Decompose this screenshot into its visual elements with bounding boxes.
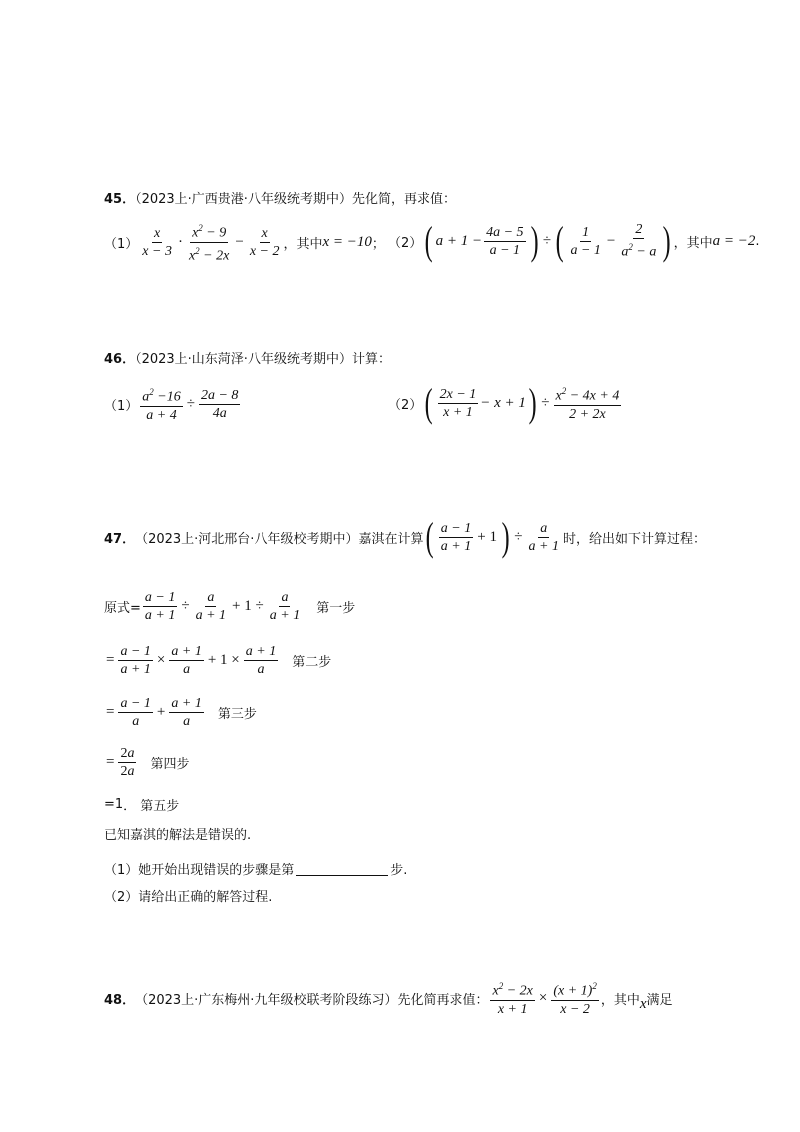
q45-p2-frac-a: $\frac{4a - 5}{a - 1}$ xyxy=(486,224,524,258)
q47-prompt-after: 时，给出如下计算过程： xyxy=(562,531,706,547)
q45-prompt: 先化简，再求值： xyxy=(351,192,456,207)
q47-sub2: （2）请给出正确的解答过程. xyxy=(104,890,273,905)
q45-part2-condition-text: ，其中 xyxy=(673,235,713,251)
q46-p1-frac-a: $\frac{a^2 -16}{a + 4}$ xyxy=(140,384,182,424)
q47-step5-value: =1 xyxy=(104,796,124,812)
q48-header: 48． （2023上·广东梅州·九年级校联考阶段练习） 先化简再求值： $\frac{x^2 - 2x}{x + 1}$ × $\frac{(x + 1)^2}{x - 2}$ ，其中 x 满足 xyxy=(104,976,673,1020)
q45-part2-condition-math: a = −2 xyxy=(712,232,756,249)
q48-condition-before: ，其中 xyxy=(600,992,640,1008)
q45-source: （2023上·广西贵港·八年级统考期中） xyxy=(135,192,352,207)
q46-number: 46． xyxy=(104,352,136,367)
q48-condition-after: 满足 xyxy=(646,992,673,1008)
q47-sub1-before: （1）她开始出现错误的步骤是第 xyxy=(104,862,295,878)
q47-step-start-label: 原式= xyxy=(104,600,141,616)
q46-header xyxy=(104,350,391,370)
q45-part1-condition-text: ，其中 xyxy=(283,236,323,252)
q47-step4: = $\frac{2a}{2a}$ 第四步 xyxy=(106,745,190,779)
q46-part2: （2） ( $\frac{2x - 1}{x + 1}$ − x + 1 ) ÷ $\frac{x^2 - 4x + 4}{2 + 2x}$ xyxy=(388,380,620,425)
q47-expr-frac-a: $\frac{a - 1}{a + 1}$ xyxy=(440,520,472,554)
q46-part1-label: （1） xyxy=(104,398,139,414)
q45-number: 45． xyxy=(104,192,136,207)
q47-step2: = $\frac{a - 1}{a + 1}$ × $\frac{a + 1}{a}$ + 1 × $\frac{a + 1}{a}$ 第二步 xyxy=(106,643,332,677)
q45-p2-frac-b: $\frac{1}{a - 1}$ xyxy=(570,224,601,258)
q45-header xyxy=(104,190,456,210)
q47-expr-frac-b: $\frac{a}{a + 1}$ xyxy=(528,520,559,554)
q45-part2: （2） ( a + 1 − $\frac{4a - 5}{a - 1}$ ) ÷ ( $\frac{1}{a - 1}$ − $\frac{2}{a^2 - a}$ ) ，其中 a = −2 . xyxy=(388,218,760,263)
q47-step1: 原式= $\frac{a - 1}{a + 1}$ ÷ $\frac{a}{a + 1}$ + 1 ÷ $\frac{a}{a + 1}$ 第一步 xyxy=(104,589,356,623)
q45-p2-frac-c: $\frac{2}{a^2 - a}$ xyxy=(621,222,657,260)
q47-answer-blank[interactable] xyxy=(296,861,388,876)
q45-part2-label: （2） xyxy=(388,235,423,251)
q45-p1-frac-a: $\frac{x}{x - 3}$ xyxy=(142,225,172,259)
q46-source: （2023上·山东菏泽·八年级统考期中） xyxy=(135,352,352,367)
q46-part1: （1） $\frac{a^2 -16}{a + 4}$ ÷ $\frac{2a - 8}{4a}$ xyxy=(104,384,242,424)
q47-header: 47． （2023上·河北邢台·八年级校考期中） 嘉淇在计算 ( $\frac{a - 1}{a + 1}$ + 1 ) ÷ $\frac{a}{a + 1}$ 时，给出如下计算过程： xyxy=(104,514,706,559)
q48-frac-b: $\frac{(x + 1)^2}{x - 2}$ xyxy=(551,978,599,1018)
q47-sub1-after: 步. xyxy=(390,862,408,878)
q48-frac-a: $\frac{x^2 - 2x}{x + 1}$ xyxy=(490,978,534,1018)
q48-number: 48． xyxy=(104,992,136,1008)
q47-step2-label: 第二步 xyxy=(292,654,332,670)
q46-part2-label: （2） xyxy=(388,397,423,413)
q46-prompt: 计算： xyxy=(351,352,391,367)
q45-part2-end: . xyxy=(755,233,760,249)
q46-p2-frac-b: $\frac{x^2 - 4x + 4}{2 + 2x}$ xyxy=(554,383,622,423)
q47-step4-label: 第四步 xyxy=(150,756,190,772)
q45-part1-end: ； xyxy=(371,236,385,252)
q45-p1-frac-b: $\frac{x^2 - 9}{x^2 - 2x}$ xyxy=(187,220,231,264)
q47-prompt-before: 嘉淇在计算 xyxy=(358,531,424,547)
q48-prompt: 先化简再求值： xyxy=(397,992,489,1008)
q47-number: 47． xyxy=(104,531,136,547)
q47-step3-label: 第三步 xyxy=(217,706,257,722)
q47-statement: 已知嘉淇的解法是错误的. xyxy=(104,828,252,843)
q48-condition-var: x xyxy=(639,995,647,1012)
q45-p1-frac-c: $\frac{x}{x - 2}$ xyxy=(249,225,280,259)
q45-part1-label: （1） xyxy=(104,236,139,252)
q47-step3: = $\frac{a - 1}{a}$ + $\frac{a + 1}{a}$ 第三步 xyxy=(106,695,257,729)
q47-step5-label: ． 第五步 xyxy=(123,798,180,814)
q47-source: （2023上·河北邢台·八年级校考期中） xyxy=(135,531,359,547)
q45-part1: （1） $\frac{x}{x - 3}$ · $\frac{x^2 - 9}{x^2 - 2x}$ − $\frac{x}{x - 2}$ ，其中 x = −10 ； xyxy=(104,222,385,262)
q47-step5 xyxy=(104,794,179,814)
q47-sub1 xyxy=(104,858,407,878)
q46-p1-frac-b: $\frac{2a - 8}{4a}$ xyxy=(200,387,239,421)
q47-step1-label: 第一步 xyxy=(316,600,356,616)
q45-part1-condition-math: x = −10 xyxy=(322,233,372,250)
q48-source: （2023上·广东梅州·九年级校联考阶段练习） xyxy=(135,992,398,1008)
q46-p2-frac-a: $\frac{2x - 1}{x + 1}$ xyxy=(439,386,477,420)
